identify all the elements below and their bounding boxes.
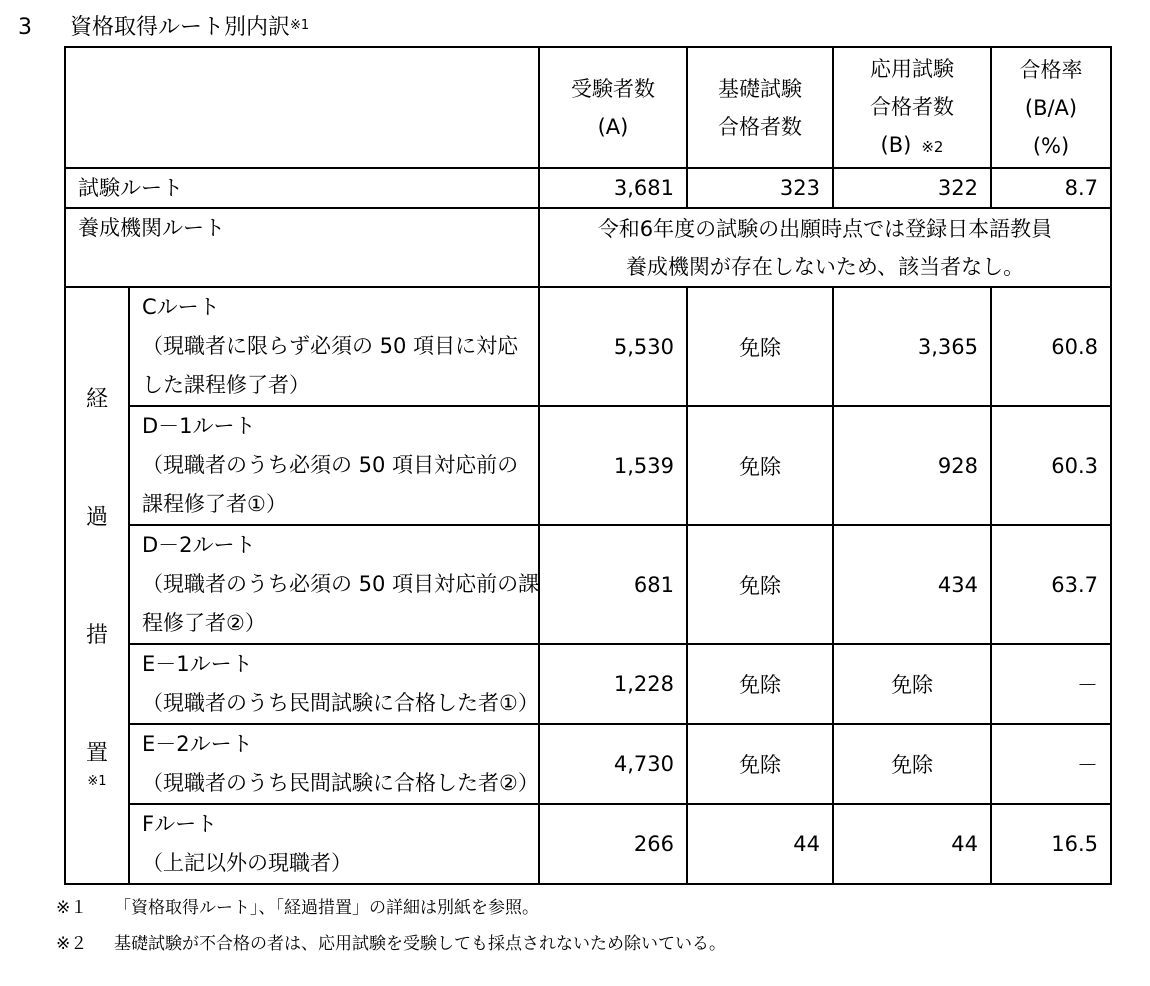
header-examinees [539, 47, 687, 168]
route-desc: （現職者に限らず必須の 50 項目に対応 [142, 334, 519, 358]
side-char-4: 置 [85, 740, 108, 766]
route-applied: 928 [833, 406, 991, 525]
row-route-d2 [65, 525, 1111, 644]
route-f-label [129, 804, 539, 884]
exam-route-rate: 8.7 [991, 168, 1111, 208]
route-name: Cルート [142, 295, 220, 319]
footnote-text: 基礎試験が不合格の者は、応用試験を受験しても採点されないため除いている。 [114, 934, 726, 954]
footnote-1 [56, 890, 726, 926]
route-name: E－2ルート [142, 732, 253, 756]
row-route-d1 [65, 406, 1111, 525]
training-note-line2: 養成機関が存在しないため、該当者なし。 [625, 254, 1025, 279]
page-title [18, 8, 309, 48]
route-examinees: 4,730 [539, 724, 687, 804]
route-rate: 16.5 [991, 804, 1111, 884]
route-examinees: 1,228 [539, 644, 687, 724]
route-basic: 免除 [687, 406, 833, 525]
header-rate-line1: 合格率 [1019, 57, 1083, 82]
route-basic: 免除 [687, 644, 833, 724]
header-examinees-line1: 受験者数 [571, 76, 655, 101]
row-route-e1 [65, 644, 1111, 724]
header-applied-passers [833, 47, 991, 168]
route-rate: － [991, 644, 1111, 724]
header-rate-line2: (B/A) [1024, 95, 1078, 120]
footnote-2 [56, 926, 726, 962]
exam-route-basic: 323 [687, 168, 833, 208]
footnote-mark: ※２ [56, 934, 88, 954]
route-applied: 免除 [833, 644, 991, 724]
row-route-f [65, 804, 1111, 884]
route-examinees: 5,530 [539, 287, 687, 406]
header-rate-line3: (%) [1032, 133, 1070, 158]
header-row [65, 47, 1111, 168]
route-applied: 44 [833, 804, 991, 884]
side-char-3: 措 [85, 622, 108, 648]
exam-route-examinees: 3,681 [539, 168, 687, 208]
route-c-label [129, 287, 539, 406]
route-d2-label [129, 525, 539, 644]
route-e1-label [129, 644, 539, 724]
row-route-e2 [65, 724, 1111, 804]
route-desc: した課程修了者） [142, 373, 310, 397]
route-name: Fルート [142, 812, 218, 836]
route-examinees: 1,539 [539, 406, 687, 525]
footnote-mark: ※１ [56, 898, 88, 918]
section-number: 3 [18, 15, 32, 40]
section-title: 資格取得ルート別内訳 [70, 15, 291, 40]
header-basic-line1: 基礎試験 [718, 76, 802, 101]
header-pass-rate [991, 47, 1111, 168]
exam-route-label: 試験ルート [65, 168, 539, 208]
row-route-c [65, 287, 1111, 406]
route-basic: 免除 [687, 525, 833, 644]
route-desc: 程修了者②） [142, 611, 266, 635]
route-desc: 課程修了者①） [142, 492, 287, 516]
row-training-route [65, 208, 1111, 287]
transitional-measures-label [65, 287, 129, 884]
route-name: D－1ルート [142, 414, 256, 438]
route-desc: （現職者のうち民間試験に合格した者①） [142, 691, 539, 715]
route-examinees: 681 [539, 525, 687, 644]
qualification-route-table [64, 46, 1112, 885]
header-applied-line3: (B) [880, 132, 912, 157]
route-desc: （現職者のうち必須の 50 項目対応前の [142, 453, 519, 477]
route-name: E－1ルート [142, 652, 253, 676]
header-basic-passers [687, 47, 833, 168]
route-basic: 免除 [687, 287, 833, 406]
header-basic-line2: 合格者数 [718, 114, 802, 139]
route-examinees: 266 [539, 804, 687, 884]
route-desc: （上記以外の現職者） [142, 851, 352, 875]
route-rate: 63.7 [991, 525, 1111, 644]
route-name: D－2ルート [142, 533, 256, 557]
side-footnote-mark: ※1 [87, 773, 107, 789]
route-applied: 免除 [833, 724, 991, 804]
training-route-label: 養成機関ルート [65, 208, 539, 287]
route-applied: 434 [833, 525, 991, 644]
route-d1-label [129, 406, 539, 525]
route-e2-label [129, 724, 539, 804]
row-exam-route [65, 168, 1111, 208]
footnote-text: 「資格取得ルート」、「経過措置」の詳細は別紙を参照。 [114, 898, 539, 918]
exam-route-applied: 322 [833, 168, 991, 208]
header-examinees-line2: (A) [597, 114, 629, 139]
route-applied: 3,365 [833, 287, 991, 406]
header-applied-line1: 応用試験 [870, 56, 954, 81]
route-desc: （現職者のうち必須の 50 項目対応前の課 [142, 572, 540, 596]
side-char-2: 過 [85, 504, 108, 530]
header-applied-footnote: ※2 [921, 137, 944, 156]
footnotes [56, 890, 726, 962]
title-footnote-mark: ※1 [290, 18, 310, 33]
route-rate: 60.3 [991, 406, 1111, 525]
header-empty-cell [65, 47, 539, 168]
training-route-note [539, 208, 1111, 287]
route-basic: 44 [687, 804, 833, 884]
route-rate: 60.8 [991, 287, 1111, 406]
header-applied-line2: 合格者数 [870, 94, 954, 119]
route-desc: （現職者のうち民間試験に合格した者②） [142, 771, 539, 795]
training-note-line1: 令和6年度の試験の出願時点では登録日本語教員 [597, 216, 1053, 241]
route-basic: 免除 [687, 724, 833, 804]
side-char-1: 経 [85, 386, 108, 412]
route-rate: － [991, 724, 1111, 804]
